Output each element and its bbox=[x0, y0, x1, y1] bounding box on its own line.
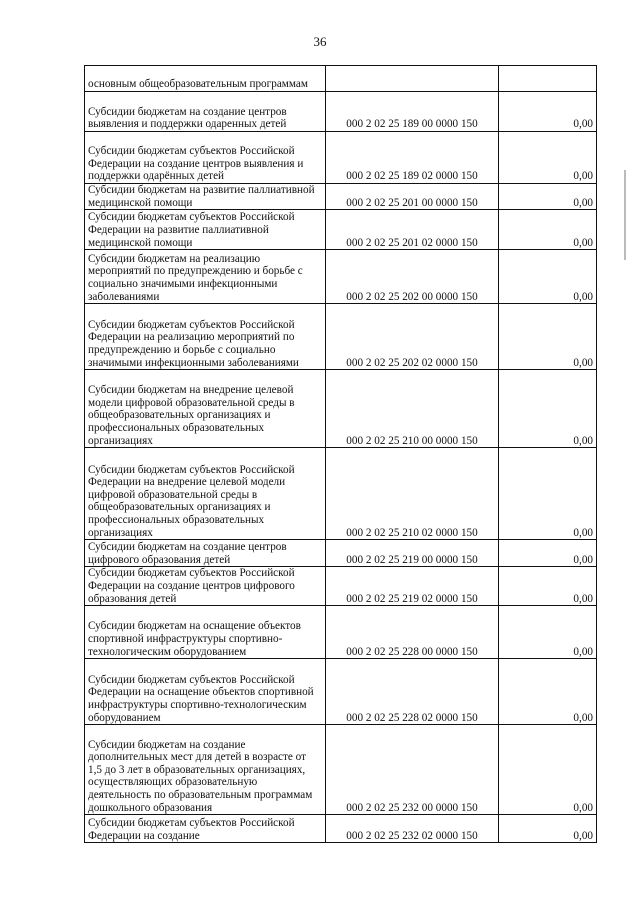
row-amount-cell: 0,00 bbox=[499, 606, 597, 659]
table-row bbox=[85, 92, 597, 132]
row-amount-cell: 0,00 bbox=[499, 132, 597, 184]
row-amount-cell: 0,00 bbox=[499, 184, 597, 210]
row-code-cell: 000 2 02 25 232 02 0000 150 bbox=[326, 815, 499, 843]
table-row bbox=[85, 567, 597, 606]
row-name-cell: Субсидии бюджетам на оснащение объектов спортивной инфраструктуры спортивно-технологическим оборудованием bbox=[85, 606, 326, 659]
row-code-cell: 000 2 02 25 201 00 0000 150 bbox=[326, 184, 499, 210]
row-amount-cell: 0,00 bbox=[499, 370, 597, 448]
scan-edge-mark bbox=[624, 170, 626, 260]
row-amount-cell: 0,00 bbox=[499, 725, 597, 815]
row-amount-cell: 0,00 bbox=[499, 540, 597, 567]
row-name-cell: Субсидии бюджетам на создание центров цифрового образования детей bbox=[85, 540, 326, 567]
row-name-cell: Субсидии бюджетам на создание дополнительных мест для детей в возрасте от 1,5 до 3 лет в образовательных организациях, осуществляющих образовательную деятельность по образовательным программам дошкольного образования bbox=[85, 725, 326, 815]
row-amount-cell: 0,00 bbox=[499, 250, 597, 304]
row-name-cell: Субсидии бюджетам субъектов Российской Федерации на внедрение целевой модели цифровой образовательной среды в общеобразовательных организациях и профессиональных образовательных организациях bbox=[85, 448, 326, 540]
budget-subsidies-table bbox=[84, 65, 597, 843]
table-row bbox=[85, 725, 597, 815]
table-row bbox=[85, 210, 597, 250]
row-amount-cell: 0,00 bbox=[499, 210, 597, 250]
row-name-cell: Субсидии бюджетам субъектов Российской Федерации на создание bbox=[85, 815, 326, 843]
row-code-cell: 000 2 02 25 228 02 0000 150 bbox=[326, 659, 499, 725]
row-code-cell: 000 2 02 25 189 00 0000 150 bbox=[326, 92, 499, 132]
row-code-cell: 000 2 02 25 219 00 0000 150 bbox=[326, 540, 499, 567]
row-amount-cell: 0,00 bbox=[499, 92, 597, 132]
table-row bbox=[85, 132, 597, 184]
row-code-cell: 000 2 02 25 202 00 0000 150 bbox=[326, 250, 499, 304]
row-code-cell: 000 2 02 25 232 00 0000 150 bbox=[326, 725, 499, 815]
table-row bbox=[85, 370, 597, 448]
table-row bbox=[85, 304, 597, 370]
row-code-cell: 000 2 02 25 189 02 0000 150 bbox=[326, 132, 499, 184]
table-row bbox=[85, 250, 597, 304]
row-name-cell: Субсидии бюджетам на реализацию мероприятий по предупреждению и борьбе с социально значимыми инфекционными заболеваниями bbox=[85, 250, 326, 304]
table-row bbox=[85, 815, 597, 843]
table-row bbox=[85, 606, 597, 659]
row-code-cell: 000 2 02 25 210 02 0000 150 bbox=[326, 448, 499, 540]
row-code-cell: 000 2 02 25 201 02 0000 150 bbox=[326, 210, 499, 250]
row-name-cell: Субсидии бюджетам субъектов Российской Федерации на развитие паллиативной медицинской помощи bbox=[85, 210, 326, 250]
table-row bbox=[85, 66, 597, 92]
table-row bbox=[85, 448, 597, 540]
row-code-cell: 000 2 02 25 219 02 0000 150 bbox=[326, 567, 499, 606]
table-row bbox=[85, 184, 597, 210]
row-code-cell: 000 2 02 25 202 02 0000 150 bbox=[326, 304, 499, 370]
row-name-cell: Субсидии бюджетам на внедрение целевой модели цифровой образовательной среды в общеобразовательных организациях и профессиональных образовательных организациях bbox=[85, 370, 326, 448]
row-name-cell: Субсидии бюджетам субъектов Российской Федерации на создание центров цифрового образования детей bbox=[85, 567, 326, 606]
row-name-cell: Субсидии бюджетам на создание центров выявления и поддержки одаренных детей bbox=[85, 92, 326, 132]
row-code-cell: 000 2 02 25 210 00 0000 150 bbox=[326, 370, 499, 448]
row-amount-cell: 0,00 bbox=[499, 304, 597, 370]
row-amount-cell bbox=[499, 66, 597, 92]
row-name-cell: Субсидии бюджетам субъектов Российской Федерации на оснащение объектов спортивной инфраструктуры спортивно-технологическим оборудованием bbox=[85, 659, 326, 725]
row-amount-cell: 0,00 bbox=[499, 567, 597, 606]
table-row bbox=[85, 659, 597, 725]
row-code-cell bbox=[326, 66, 499, 92]
row-name-cell: основным общеобразовательным программам bbox=[85, 66, 326, 92]
row-amount-cell: 0,00 bbox=[499, 448, 597, 540]
table-row bbox=[85, 540, 597, 567]
row-amount-cell: 0,00 bbox=[499, 815, 597, 843]
row-amount-cell: 0,00 bbox=[499, 659, 597, 725]
row-code-cell: 000 2 02 25 228 00 0000 150 bbox=[326, 606, 499, 659]
page-number: 36 bbox=[313, 34, 327, 49]
row-name-cell: Субсидии бюджетам на развитие паллиативной медицинской помощи bbox=[85, 184, 326, 210]
row-name-cell: Субсидии бюджетам субъектов Российской Федерации на создание центров выявления и поддержки одарённых детей bbox=[85, 132, 326, 184]
row-name-cell: Субсидии бюджетам субъектов Российской Федерации на реализацию мероприятий по предупреждению и борьбе с социально значимыми инфекционными заболеваниями bbox=[85, 304, 326, 370]
